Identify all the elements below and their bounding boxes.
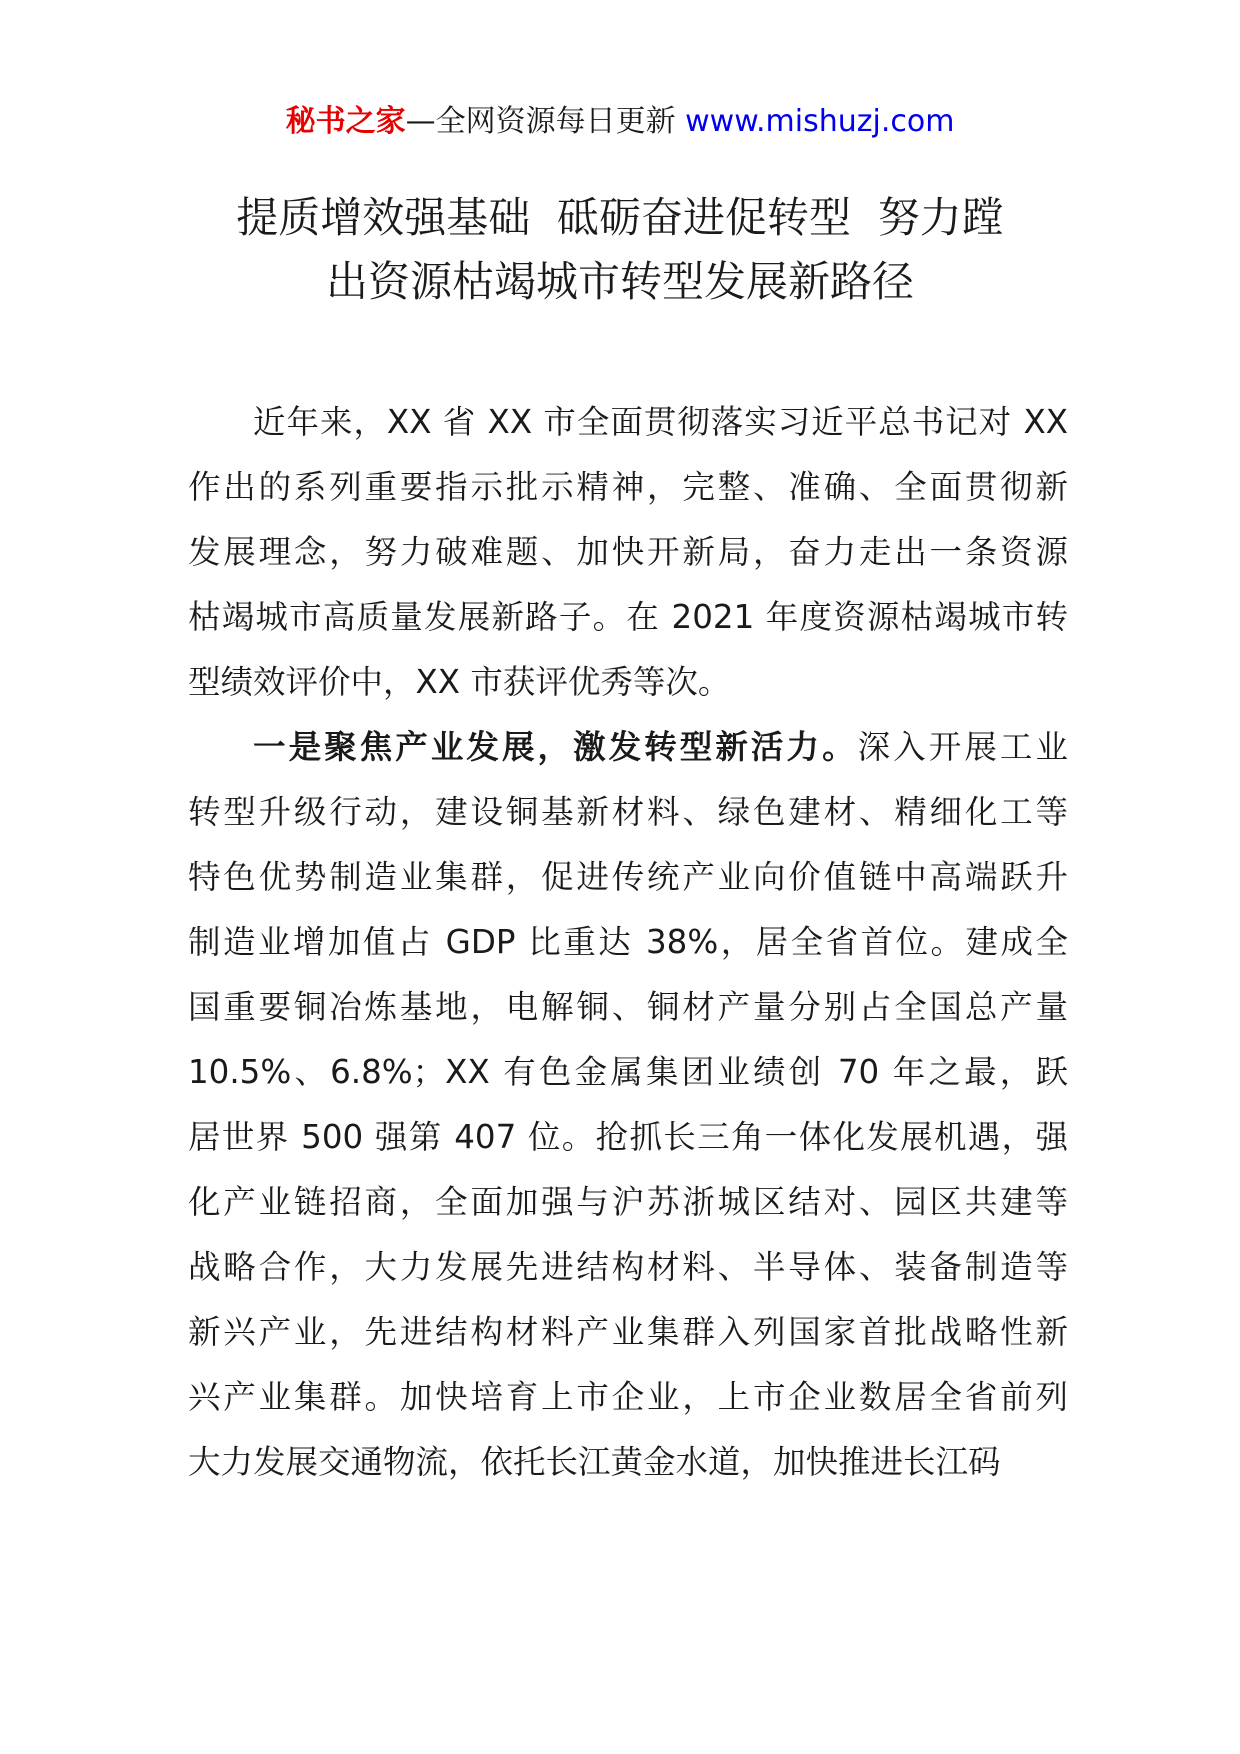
text-line: 战略合作，大力发展先进结构材料、半导体、装备制造等 (188, 1248, 1068, 1286)
text-line: 制造业增加值占 GDP 比重达 38%，居全省首位。建成全 (188, 923, 1068, 961)
text-line: 大力发展交通物流，依托长江黄金水道，加快推进长江码 (188, 1443, 1001, 1481)
text-line (188, 715, 1068, 780)
text-line: 发展理念，努力破难题、加快开新局，奋力走出一条资源 (188, 533, 1068, 571)
paragraph-lead-rest: 深入开展工业 (857, 728, 1068, 766)
paragraph-industry (188, 715, 1068, 1495)
site-header (0, 102, 1240, 142)
text-line: 新兴产业，先进结构材料产业集群入列国家首批战略性新 (188, 1313, 1068, 1351)
header-tagline: —全网资源每日更新 (405, 104, 676, 139)
text-line: 化产业链招商，全面加强与沪苏浙城区结对、园区共建等 (188, 1183, 1068, 1221)
title-line-2: 出资源枯竭城市转型发展新路径 (325, 257, 914, 306)
site-url-link[interactable]: www.mishuzj.com (685, 104, 955, 139)
text-line: 枯竭城市高质量发展新路子。在 2021 年度资源枯竭城市转 (188, 598, 1068, 636)
text-line: 型绩效评价中，XX 市获评优秀等次。 (188, 663, 731, 701)
text-line: 居世界 500 强第 407 位。抢抓长三角一体化发展机遇，强 (188, 1118, 1068, 1156)
document-body (188, 390, 1068, 1495)
text-line: 10.5%、6.8%；XX 有色金属集团业绩创 70 年之最，跃 (188, 1053, 1068, 1091)
document-title (0, 186, 1240, 314)
text-line: 作出的系列重要指示批示精神，完整、准确、全面贯彻新 (188, 468, 1068, 506)
text-line: 转型升级行动，建设铜基新材料、绿色建材、精细化工等 (188, 793, 1068, 831)
text-line: 兴产业集群。加快培育上市企业，上市企业数居全省前列 (188, 1378, 1068, 1416)
paragraph-lead: 一是聚焦产业发展，激发转型新活力。 (253, 728, 858, 766)
title-line-1: 提质增效强基础 砥砺奋进促转型 努力蹚 (236, 193, 1004, 242)
paragraph-intro (188, 390, 1068, 715)
text-line: 特色优势制造业集群，促进传统产业向价值链中高端跃升 (188, 858, 1068, 896)
brand-name: 秘书之家 (285, 104, 406, 139)
text-line: 近年来，XX 省 XX 市全面贯彻落实习近平总书记对 XX (253, 403, 1068, 441)
text-line: 国重要铜冶炼基地，电解铜、铜材产量分别占全国总产量 (188, 988, 1068, 1026)
